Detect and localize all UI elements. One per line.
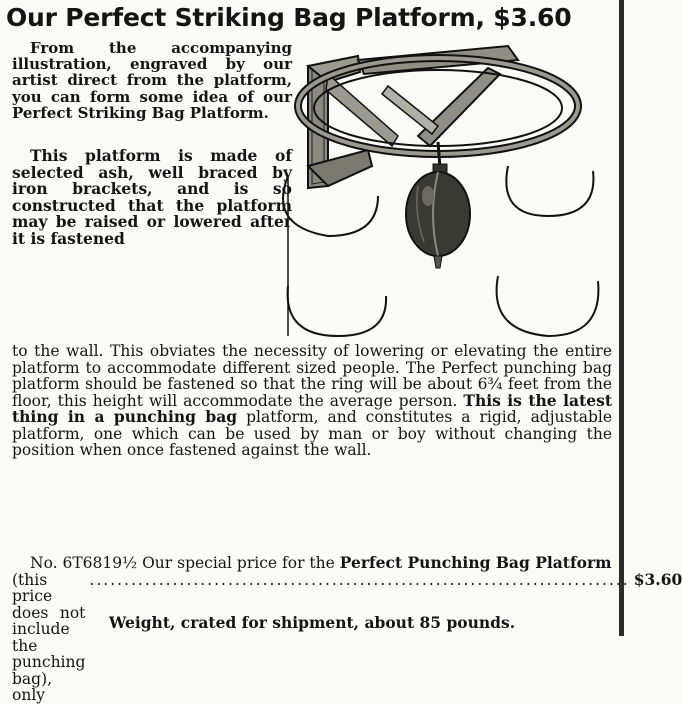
- description-bottom-plain-1: to the wall. This obviates the necessity of lowering or elevating the entire platform to accommodate different sized people. The Perfect punching bag platform should be fastened so that the ring will be about 6¾ feet from the floor, this height will accommodate the average person.: [12, 342, 612, 410]
- order-text-2: (this price does not include the punching bag), only: [12, 570, 86, 704]
- punching-bag: [406, 172, 470, 268]
- catalog-number: No. 6T6819½: [30, 554, 138, 572]
- description-bottom-plain-2: platform, and constitutes a rigid, adjustable platform, one which can be used by man or boy without changing the position when once fastened against the wall.: [12, 408, 612, 459]
- page-edge-shadow: [619, 0, 624, 636]
- description-top: This platform is made of selected ash, well braced by iron brackets, and is so constructed that the platform may be raised or lowered after it is fastened: [12, 146, 292, 248]
- dot-leader: ..............................................................................: [89, 570, 630, 589]
- price-line: [12, 569, 682, 704]
- price: $3.60: [633, 569, 682, 589]
- platform-frame: [308, 46, 518, 186]
- intro-paragraph: From the accompanying illustration, engraved by our artist direct from the platform, you can form some idea of our Perfect Striking Bag Platform.: [12, 39, 292, 122]
- platform-illustration: [268, 46, 608, 346]
- product-name: Perfect Punching Bag Platform: [339, 553, 612, 572]
- description-bottom-bold: This is the latest thing in a punching bag: [12, 390, 612, 426]
- striking-ring: [298, 58, 578, 154]
- description-bottom: [12, 343, 612, 459]
- order-text-1: Our special price for the: [142, 554, 335, 572]
- shipping-weight: Weight, crated for shipment, about 85 pounds.: [108, 613, 516, 632]
- headline: Our Perfect Striking Bag Platform, $3.60: [6, 3, 572, 32]
